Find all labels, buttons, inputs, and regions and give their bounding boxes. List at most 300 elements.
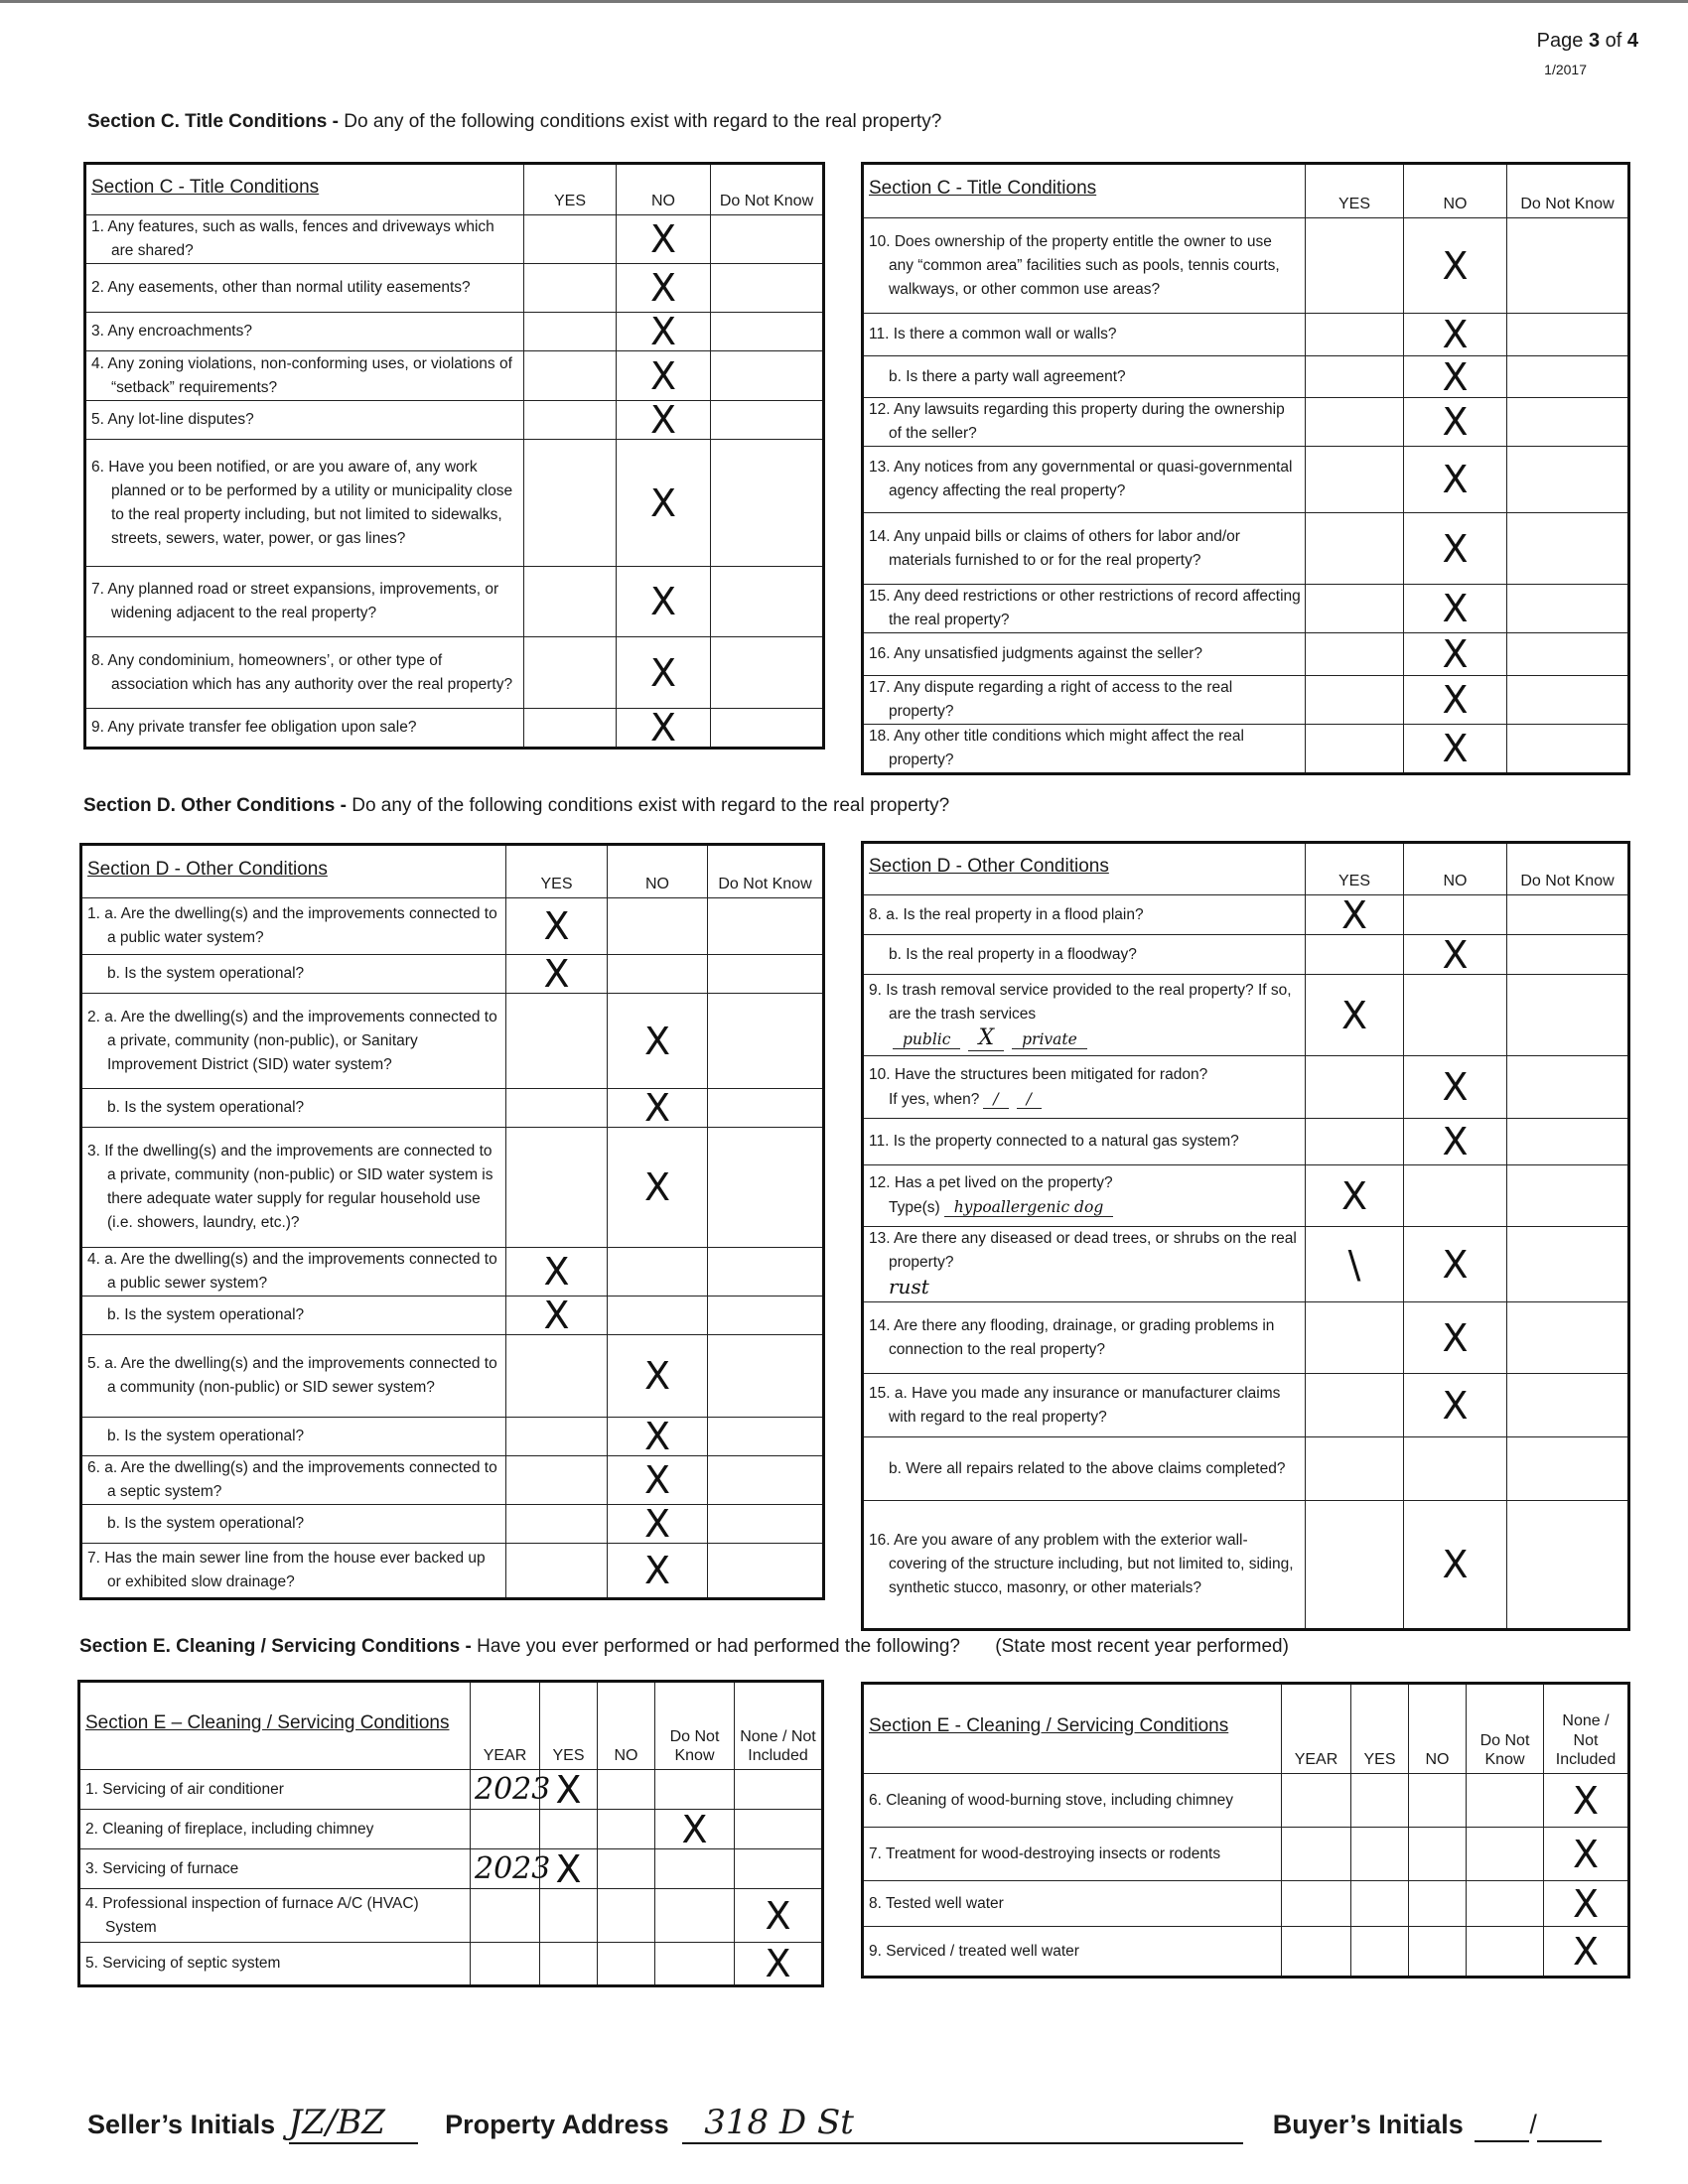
table-row xyxy=(85,351,824,401)
do-not-know-checkbox[interactable] xyxy=(655,1943,735,1986)
yes-checkbox[interactable] xyxy=(524,313,617,351)
table-row xyxy=(81,1297,824,1335)
no-checkbox[interactable]: X xyxy=(617,440,711,567)
do-not-know-checkbox[interactable] xyxy=(1467,1774,1544,1828)
section-c-right-table xyxy=(861,162,1630,775)
no-checkbox[interactable]: X xyxy=(1404,447,1507,513)
no-checkbox[interactable] xyxy=(1409,1774,1467,1828)
do-not-know-checkbox[interactable] xyxy=(1507,398,1629,447)
do-not-know-checkbox[interactable] xyxy=(655,1889,735,1943)
question-text: 1. a. Are the dwelling(s) and the improvements connected to a public water system? xyxy=(81,898,506,955)
question-text: 1. Any features, such as walls, fences and driveways which are shared? xyxy=(85,215,524,264)
footer-initials xyxy=(87,2103,1602,2144)
do-not-know-checkbox[interactable] xyxy=(711,637,824,709)
property-address-field[interactable]: 318 D St xyxy=(682,2103,1243,2144)
do-not-know-checkbox[interactable] xyxy=(1507,1165,1629,1227)
question-text: b. Is the system operational? xyxy=(81,1089,506,1128)
question-text: 2. Cleaning of fireplace, including chimney xyxy=(79,1810,471,1849)
do-not-know-checkbox[interactable] xyxy=(1507,1056,1629,1119)
question-text: 13. Are there any diseased or dead trees, or shrubs on the real property? rust xyxy=(863,1227,1306,1302)
do-not-know-checkbox[interactable] xyxy=(711,567,824,637)
seller-initials-label: Seller’s Initials xyxy=(87,2110,276,2139)
yes-checkbox[interactable]: X xyxy=(1306,1165,1404,1227)
do-not-know-checkbox[interactable] xyxy=(711,401,824,440)
no-checkbox[interactable]: X xyxy=(617,637,711,709)
no-checkbox[interactable] xyxy=(1409,1927,1467,1978)
section-d-heading: Section D. Other Conditions - Do any of the following conditions exist with regard to the real property? xyxy=(83,795,950,816)
yes-checkbox[interactable] xyxy=(1351,1927,1409,1978)
yes-checkbox[interactable] xyxy=(1351,1881,1409,1927)
table-row xyxy=(863,1774,1629,1828)
table-row xyxy=(863,895,1629,935)
question-text: 11. Is the property connected to a natural gas system? xyxy=(863,1119,1306,1165)
year-field[interactable] xyxy=(471,1889,540,1943)
col-dnk: Do Not Know xyxy=(1467,1684,1544,1774)
year-field[interactable] xyxy=(1282,1881,1351,1927)
do-not-know-checkbox[interactable] xyxy=(708,1335,824,1418)
do-not-know-checkbox[interactable] xyxy=(711,215,824,264)
yes-checkbox[interactable] xyxy=(524,264,617,313)
do-not-know-checkbox[interactable] xyxy=(708,1505,824,1544)
yes-checkbox[interactable]: \ xyxy=(1306,1227,1404,1302)
question-text: 7. Any planned road or street expansions, improvements, or widening adjacent to the real property? xyxy=(85,567,524,637)
none-not-included-checkbox[interactable]: X xyxy=(1544,1881,1629,1927)
question-text: 2. Any easements, other than normal utility easements? xyxy=(85,264,524,313)
no-checkbox[interactable]: X xyxy=(608,994,708,1089)
no-checkbox[interactable] xyxy=(1404,895,1507,935)
yes-checkbox[interactable] xyxy=(1306,513,1404,585)
no-checkbox[interactable]: X xyxy=(1404,314,1507,356)
year-field[interactable] xyxy=(1282,1774,1351,1828)
question-text: 13. Any notices from any governmental or quasi-governmental agency affecting the real property? xyxy=(863,447,1306,513)
buyer-initials-field-2[interactable] xyxy=(1537,2110,1602,2142)
table-title: Section C - Title Conditions xyxy=(863,164,1306,218)
question-text: 3. Servicing of furnace xyxy=(79,1849,471,1889)
table-row xyxy=(79,1770,823,1810)
yes-checkbox[interactable] xyxy=(1306,935,1404,975)
table-row xyxy=(81,994,824,1089)
table-row xyxy=(863,1881,1629,1927)
yes-checkbox[interactable] xyxy=(1306,633,1404,676)
yes-checkbox[interactable] xyxy=(1306,1119,1404,1165)
question-text: 14. Are there any flooding, drainage, or grading problems in connection to the real property? xyxy=(863,1302,1306,1374)
do-not-know-checkbox[interactable] xyxy=(1467,1828,1544,1881)
no-checkbox[interactable]: X xyxy=(1404,725,1507,774)
no-checkbox[interactable]: X xyxy=(1404,585,1507,633)
do-not-know-checkbox[interactable] xyxy=(711,709,824,749)
table-row xyxy=(863,356,1629,398)
question-text: 7. Treatment for wood-destroying insects or rodents xyxy=(863,1828,1282,1881)
year-field[interactable]: 2023 xyxy=(471,1849,540,1889)
no-checkbox[interactable]: X xyxy=(608,1128,708,1248)
table-title: Section E – Cleaning / Servicing Conditions xyxy=(79,1682,471,1770)
table-row xyxy=(81,1128,824,1248)
no-checkbox[interactable] xyxy=(608,1248,708,1297)
table-row xyxy=(863,398,1629,447)
no-checkbox[interactable] xyxy=(1409,1881,1467,1927)
table-row xyxy=(863,633,1629,676)
yes-checkbox[interactable] xyxy=(524,215,617,264)
col-yes: YES xyxy=(540,1682,598,1770)
do-not-know-checkbox[interactable] xyxy=(711,313,824,351)
table-row xyxy=(85,401,824,440)
do-not-know-checkbox[interactable]: X xyxy=(655,1810,735,1849)
col-no: NO xyxy=(617,164,711,215)
none-not-included-checkbox[interactable] xyxy=(735,1770,823,1810)
do-not-know-checkbox[interactable] xyxy=(1507,218,1629,314)
question-text: 4. a. Are the dwelling(s) and the improvements connected to a public sewer system? xyxy=(81,1248,506,1297)
yes-checkbox[interactable] xyxy=(506,1089,608,1128)
do-not-know-checkbox[interactable] xyxy=(1507,895,1629,935)
table-title: Section D - Other Conditions xyxy=(863,843,1306,895)
question-text: 5. Servicing of septic system xyxy=(79,1943,471,1986)
do-not-know-checkbox[interactable] xyxy=(708,1544,824,1599)
col-yes: YES xyxy=(1306,843,1404,895)
question-text: 12. Any lawsuits regarding this property during the ownership of the seller? xyxy=(863,398,1306,447)
no-checkbox[interactable] xyxy=(598,1943,655,1986)
do-not-know-checkbox[interactable] xyxy=(1507,725,1629,774)
yes-checkbox[interactable] xyxy=(506,1456,608,1505)
do-not-know-checkbox[interactable] xyxy=(708,1089,824,1128)
yes-checkbox[interactable]: X xyxy=(506,955,608,994)
none-not-included-checkbox[interactable]: X xyxy=(1544,1828,1629,1881)
table-row xyxy=(863,314,1629,356)
col-yes: YES xyxy=(524,164,617,215)
do-not-know-checkbox[interactable] xyxy=(1507,314,1629,356)
yes-checkbox[interactable] xyxy=(1306,725,1404,774)
question-text: 6. Have you been notified, or are you aware of, any work planned or to be performed by a utility or municipality close to the real property including, but not limited to sidewalks, streets, sewers, water, power, or gas lines? xyxy=(85,440,524,567)
question-line2: If yes, when? / / xyxy=(869,1087,1301,1112)
table-row xyxy=(863,1165,1629,1227)
do-not-know-checkbox[interactable] xyxy=(1507,633,1629,676)
question-text: 9. Any private transfer fee obligation upon sale? xyxy=(85,709,524,749)
question-text: 15. a. Have you made any insurance or manufacturer claims with regard to the real property? xyxy=(863,1374,1306,1437)
no-checkbox[interactable]: X xyxy=(608,1505,708,1544)
yes-checkbox[interactable] xyxy=(1306,447,1404,513)
no-checkbox[interactable]: X xyxy=(1404,398,1507,447)
do-not-know-checkbox[interactable] xyxy=(1507,935,1629,975)
section-e-heading: Section E. Cleaning / Servicing Conditions - Have you ever performed or had performed the following? (State most recent year performed) xyxy=(79,1636,1289,1657)
table-row xyxy=(863,935,1629,975)
do-not-know-checkbox[interactable] xyxy=(1507,356,1629,398)
table-row xyxy=(79,1810,823,1849)
do-not-know-checkbox[interactable] xyxy=(1507,1302,1629,1374)
no-checkbox[interactable]: X xyxy=(617,215,711,264)
question-line2: rust xyxy=(889,1275,929,1298)
question-text: b. Is the system operational? xyxy=(81,1297,506,1335)
yes-checkbox[interactable]: X xyxy=(1306,975,1404,1056)
none-not-included-checkbox[interactable]: X xyxy=(735,1943,823,1986)
question-text: 5. a. Are the dwelling(s) and the improvements connected to a community (non-public) or SID sewer system? xyxy=(81,1335,506,1418)
do-not-know-checkbox[interactable] xyxy=(655,1849,735,1889)
question-text: 8. Any condominium, homeowners’, or other type of association which has any authority over the real property? xyxy=(85,637,524,709)
yes-checkbox[interactable] xyxy=(506,1505,608,1544)
do-not-know-checkbox[interactable] xyxy=(708,994,824,1089)
question-text: 16. Are you aware of any problem with the exterior wall-covering of the structure including, but not limited to, siding, synthetic stucco, masonry, or other materials? xyxy=(863,1501,1306,1630)
table-row xyxy=(863,1302,1629,1374)
yes-checkbox[interactable] xyxy=(1351,1828,1409,1881)
table-row xyxy=(863,676,1629,725)
none-not-included-checkbox[interactable] xyxy=(735,1810,823,1849)
yes-checkbox[interactable]: X xyxy=(540,1770,598,1810)
seller-initials-field[interactable]: JZ/BZ xyxy=(289,2103,418,2144)
do-not-know-checkbox[interactable] xyxy=(708,1418,824,1456)
table-row xyxy=(863,1501,1629,1630)
do-not-know-checkbox[interactable] xyxy=(711,264,824,313)
yes-checkbox[interactable] xyxy=(540,1810,598,1849)
yes-checkbox[interactable] xyxy=(1306,398,1404,447)
table-row xyxy=(81,1089,824,1128)
do-not-know-checkbox[interactable] xyxy=(708,898,824,955)
col-dnk: Do Not Know xyxy=(711,164,824,215)
yes-checkbox[interactable] xyxy=(524,709,617,749)
yes-checkbox[interactable] xyxy=(524,567,617,637)
question-text: 8. Tested well water xyxy=(863,1881,1282,1927)
table-row xyxy=(85,313,824,351)
no-checkbox[interactable]: X xyxy=(1404,1302,1507,1374)
question-text: 8. a. Is the real property in a flood plain? xyxy=(863,895,1306,935)
do-not-know-checkbox[interactable] xyxy=(708,1248,824,1297)
col-no: NO xyxy=(608,845,708,898)
no-checkbox[interactable]: X xyxy=(1404,633,1507,676)
do-not-know-checkbox[interactable] xyxy=(1507,1437,1629,1501)
question-text: b. Is the real property in a floodway? xyxy=(863,935,1306,975)
page-top-edge xyxy=(0,0,1688,3)
no-checkbox[interactable]: X xyxy=(617,264,711,313)
yes-checkbox[interactable] xyxy=(540,1943,598,1986)
do-not-know-checkbox[interactable] xyxy=(1507,585,1629,633)
do-not-know-checkbox[interactable] xyxy=(1467,1927,1544,1978)
table-row xyxy=(863,1056,1629,1119)
yes-checkbox[interactable] xyxy=(1306,356,1404,398)
question-text: 10. Have the structures been mitigated for radon? If yes, when? / / xyxy=(863,1056,1306,1119)
year-field[interactable] xyxy=(471,1943,540,1986)
yes-checkbox[interactable] xyxy=(506,1335,608,1418)
no-checkbox[interactable]: X xyxy=(617,351,711,401)
property-address-label: Property Address xyxy=(445,2110,669,2139)
question-text: 9. Serviced / treated well water xyxy=(863,1927,1282,1978)
do-not-know-checkbox[interactable] xyxy=(655,1770,735,1810)
table-row xyxy=(863,725,1629,774)
table-row xyxy=(81,1418,824,1456)
question-text: 6. Cleaning of wood-burning stove, including chimney xyxy=(863,1774,1282,1828)
do-not-know-checkbox[interactable] xyxy=(708,955,824,994)
no-checkbox[interactable]: X xyxy=(617,567,711,637)
no-checkbox[interactable]: X xyxy=(608,1544,708,1599)
year-field[interactable] xyxy=(1282,1927,1351,1978)
page-number: Page 3 of 4 xyxy=(1536,30,1638,52)
buyer-initials-field-1[interactable] xyxy=(1475,2110,1529,2142)
question-text: 14. Any unpaid bills or claims of others for labor and/or materials furnished to or for the real property? xyxy=(863,513,1306,585)
none-not-included-checkbox[interactable]: X xyxy=(1544,1927,1629,1978)
no-checkbox[interactable]: X xyxy=(1404,218,1507,314)
yes-checkbox[interactable] xyxy=(506,1128,608,1248)
table-row xyxy=(81,955,824,994)
question-text: b. Is the system operational? xyxy=(81,955,506,994)
yes-checkbox[interactable] xyxy=(1351,1774,1409,1828)
yes-checkbox[interactable] xyxy=(506,1544,608,1599)
yes-checkbox[interactable] xyxy=(1306,585,1404,633)
no-checkbox[interactable]: X xyxy=(617,313,711,351)
table-row xyxy=(85,637,824,709)
table-row xyxy=(85,264,824,313)
no-checkbox[interactable] xyxy=(1404,1165,1507,1227)
no-checkbox[interactable]: X xyxy=(1404,1501,1507,1630)
yes-checkbox[interactable] xyxy=(1306,676,1404,725)
question-text: 17. Any dispute regarding a right of access to the real property? xyxy=(863,676,1306,725)
buyer-initials-label: Buyer’s Initials xyxy=(1272,2110,1464,2139)
no-checkbox[interactable] xyxy=(598,1889,655,1943)
no-checkbox[interactable]: X xyxy=(1404,935,1507,975)
question-text: 7. Has the main sewer line from the house ever backed up or exhibited slow drainage? xyxy=(81,1544,506,1599)
table-row xyxy=(85,709,824,749)
do-not-know-checkbox[interactable] xyxy=(1507,513,1629,585)
no-checkbox[interactable]: X xyxy=(1404,356,1507,398)
no-checkbox[interactable]: X xyxy=(1404,1227,1507,1302)
col-yes: YES xyxy=(506,845,608,898)
do-not-know-checkbox[interactable] xyxy=(708,1297,824,1335)
yes-checkbox[interactable] xyxy=(1306,218,1404,314)
no-checkbox[interactable]: X xyxy=(1404,1119,1507,1165)
no-checkbox[interactable] xyxy=(1404,1437,1507,1501)
no-checkbox[interactable] xyxy=(598,1770,655,1810)
table-row xyxy=(81,898,824,955)
yes-checkbox[interactable] xyxy=(506,1418,608,1456)
table-row xyxy=(79,1849,823,1889)
no-checkbox[interactable] xyxy=(608,898,708,955)
no-checkbox[interactable]: X xyxy=(608,1335,708,1418)
question-text: 4. Any zoning violations, non-conforming uses, or violations of “setback” requirements? xyxy=(85,351,524,401)
year-field[interactable] xyxy=(471,1810,540,1849)
table-row xyxy=(863,1227,1629,1302)
question-text: 18. Any other title conditions which might affect the real property? xyxy=(863,725,1306,774)
col-yes: YES xyxy=(1351,1684,1409,1774)
yes-checkbox[interactable] xyxy=(1306,1437,1404,1501)
table-row xyxy=(79,1889,823,1943)
do-not-know-checkbox[interactable] xyxy=(708,1456,824,1505)
none-not-included-checkbox[interactable] xyxy=(735,1849,823,1889)
question-text: 1. Servicing of air conditioner xyxy=(79,1770,471,1810)
question-text: 10. Does ownership of the property entitle the owner to use any “common area” facilities such as pools, tennis courts, walkways, or other common use areas? xyxy=(863,218,1306,314)
no-checkbox[interactable] xyxy=(608,955,708,994)
do-not-know-checkbox[interactable] xyxy=(711,440,824,567)
col-dnk: Do Not Know xyxy=(708,845,824,898)
year-field[interactable] xyxy=(1282,1828,1351,1881)
table-row xyxy=(863,1828,1629,1881)
col-dnk: Do Not Know xyxy=(1507,164,1629,218)
section-e-right-table xyxy=(861,1682,1630,1979)
question-text: 15. Any deed restrictions or other restrictions of record affecting the real property? xyxy=(863,585,1306,633)
table-row xyxy=(863,1119,1629,1165)
do-not-know-checkbox[interactable] xyxy=(1507,975,1629,1056)
do-not-know-checkbox[interactable] xyxy=(1467,1881,1544,1927)
do-not-know-checkbox[interactable] xyxy=(1507,1501,1629,1630)
yes-checkbox[interactable]: X xyxy=(1306,895,1404,935)
no-checkbox[interactable]: X xyxy=(608,1456,708,1505)
question-text: b. Is the system operational? xyxy=(81,1505,506,1544)
no-checkbox[interactable]: X xyxy=(1404,676,1507,725)
no-checkbox[interactable] xyxy=(598,1849,655,1889)
no-checkbox[interactable]: X xyxy=(1404,1056,1507,1119)
no-checkbox[interactable] xyxy=(608,1297,708,1335)
table-title: Section E - Cleaning / Servicing Conditions xyxy=(863,1684,1282,1774)
table-row xyxy=(79,1943,823,1986)
yes-checkbox[interactable] xyxy=(524,637,617,709)
question-text: 2. a. Are the dwelling(s) and the improvements connected to a private, community (non-public), or Sanitary Improvement District (SID) water system? xyxy=(81,994,506,1089)
table-row xyxy=(863,1374,1629,1437)
yes-checkbox[interactable]: X xyxy=(506,898,608,955)
yes-checkbox[interactable] xyxy=(524,401,617,440)
yes-checkbox[interactable] xyxy=(1306,1501,1404,1630)
question-line2: public X private xyxy=(869,1026,1301,1052)
question-text: 5. Any lot-line disputes? xyxy=(85,401,524,440)
none-not-included-checkbox[interactable]: X xyxy=(735,1889,823,1943)
section-e-left-table xyxy=(77,1680,824,1987)
yes-checkbox[interactable] xyxy=(540,1889,598,1943)
col-no: NO xyxy=(1404,843,1507,895)
no-checkbox[interactable]: X xyxy=(617,709,711,749)
question-text: b. Were all repairs related to the above claims completed? xyxy=(863,1437,1306,1501)
question-text: 12. Has a pet lived on the property? Type(s) hypoallergenic dog xyxy=(863,1165,1306,1227)
col-year: YEAR xyxy=(471,1682,540,1770)
no-checkbox[interactable]: X xyxy=(608,1089,708,1128)
question-text: 16. Any unsatisfied judgments against the seller? xyxy=(863,633,1306,676)
no-checkbox[interactable] xyxy=(1404,975,1507,1056)
col-dnk: Do Not Know xyxy=(655,1682,735,1770)
do-not-know-checkbox[interactable] xyxy=(1507,447,1629,513)
yes-checkbox[interactable] xyxy=(1306,1056,1404,1119)
yes-checkbox[interactable] xyxy=(506,994,608,1089)
question-text: b. Is the system operational? xyxy=(81,1418,506,1456)
do-not-know-checkbox[interactable] xyxy=(1507,1227,1629,1302)
table-row xyxy=(863,585,1629,633)
question-text: 3. If the dwelling(s) and the improvements are connected to a private, community (non-public) or SID water system is there adequate water supply for regular household use (i.e. showers, laundry, etc.)? xyxy=(81,1128,506,1248)
do-not-know-checkbox[interactable] xyxy=(1507,676,1629,725)
no-checkbox[interactable]: X xyxy=(617,401,711,440)
col-no: NO xyxy=(1404,164,1507,218)
do-not-know-checkbox[interactable] xyxy=(708,1128,824,1248)
yes-checkbox[interactable]: X xyxy=(506,1248,608,1297)
yes-checkbox[interactable] xyxy=(1306,1302,1404,1374)
yes-checkbox[interactable] xyxy=(524,351,617,401)
no-checkbox[interactable] xyxy=(598,1810,655,1849)
none-not-included-checkbox[interactable]: X xyxy=(1544,1774,1629,1828)
question-text: 3. Any encroachments? xyxy=(85,313,524,351)
yes-checkbox[interactable]: X xyxy=(540,1849,598,1889)
do-not-know-checkbox[interactable] xyxy=(1507,1374,1629,1437)
no-checkbox[interactable] xyxy=(1409,1828,1467,1881)
table-row xyxy=(81,1456,824,1505)
col-year: YEAR xyxy=(1282,1684,1351,1774)
buyer-initials-separator: / xyxy=(1529,2110,1537,2139)
yes-checkbox[interactable]: X xyxy=(506,1297,608,1335)
no-checkbox[interactable]: X xyxy=(1404,513,1507,585)
yes-checkbox[interactable] xyxy=(1306,1374,1404,1437)
no-checkbox[interactable]: X xyxy=(1404,1374,1507,1437)
table-row xyxy=(863,1437,1629,1501)
table-title: Section C - Title Conditions xyxy=(85,164,524,215)
section-c-heading: Section C. Title Conditions - Do any of the following conditions exist with regard to the real property? xyxy=(87,111,942,132)
no-checkbox[interactable]: X xyxy=(608,1418,708,1456)
do-not-know-checkbox[interactable] xyxy=(1507,1119,1629,1165)
table-row xyxy=(81,1544,824,1599)
do-not-know-checkbox[interactable] xyxy=(711,351,824,401)
col-none: None / Not Included xyxy=(735,1682,823,1770)
yes-checkbox[interactable] xyxy=(524,440,617,567)
year-field[interactable]: 2023 xyxy=(471,1770,540,1810)
yes-checkbox[interactable] xyxy=(1306,314,1404,356)
col-no: NO xyxy=(598,1682,655,1770)
